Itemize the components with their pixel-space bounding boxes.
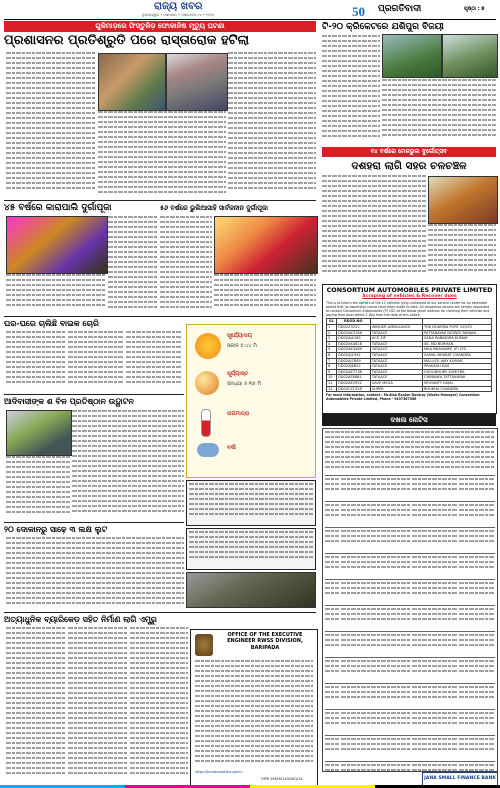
office-notice [190, 629, 318, 786]
notice-cell [459, 634, 495, 655]
ad-table-cell: TATAACE [370, 358, 422, 364]
thermometer-icon [201, 409, 211, 437]
adivasi-article-2 [6, 456, 70, 520]
notice-cell [412, 686, 457, 707]
ad-vehicle-table [326, 318, 492, 392]
notice-cell [412, 582, 457, 603]
ad-subtitle: Scraping of vehicles & Recover dues [362, 294, 457, 299]
notice-cell [341, 504, 410, 525]
ambulance-article [6, 627, 66, 784]
ad-table-cell: TATAACE [370, 364, 422, 370]
ambulance-article-3 [130, 627, 188, 784]
office-title: OFFICE OF THE EXECUTIVE ENGINEER RWSS DIVISION, BARIPADA [227, 632, 303, 651]
ad-table-cell: OD02AK4818 [336, 341, 370, 347]
ad-table-cell: OD02AK3469 [336, 347, 370, 353]
bhuliasahi-headline: ୫୬ ବର୍ଷରେ ଭୁଲିଆସାହି ସାର୍ବଜନୀନ ଦୁର୍ଗାପୂଜା [160, 204, 268, 212]
ad-table-cell: MAA BHAVANEE (P) LTD [422, 347, 491, 353]
ad-table-cell: 1 [327, 324, 337, 330]
notice-row [325, 735, 495, 761]
ad-table-cell: TATAACE [370, 347, 422, 353]
notice-cell [325, 556, 339, 577]
notice-cell [325, 634, 339, 655]
notice-cell [459, 764, 495, 772]
sunset-label: ସୂର୍ଯ୍ୟାସ୍ତ [227, 371, 249, 377]
page-label: ପୃଷ୍ଠା : ୭ [464, 6, 485, 12]
ad-table-cell: 8 [327, 364, 337, 370]
kartarapali-headline: ୪୫ ବର୍ଷରେ କାରାପାଲି ଦୁର୍ଗାପୂଜା [4, 203, 112, 213]
notice-cell [459, 738, 495, 759]
notice-row [325, 657, 495, 683]
ad-table-cell: SAMAL BHARAT CHANDRA [422, 352, 491, 358]
ad-table-cell: 10 [327, 375, 337, 381]
ad-table-cell: SAVE MEGA [370, 380, 422, 386]
bhuliasahi-photo [214, 216, 318, 274]
notice-cell [412, 530, 457, 551]
ad-table-header-cell: REGD.NO [336, 319, 370, 325]
ad-table-cell: 2 [327, 330, 337, 336]
gharbari-headline: ଘର-ଘରେ ଚାଲିଛି ବାଇକ ଚୋରି [4, 319, 99, 328]
masthead [0, 0, 500, 20]
lead-article-col-2 [228, 52, 316, 198]
notice-cell [325, 608, 339, 629]
lead-article-col-3 [98, 111, 226, 198]
notice-row [325, 475, 495, 501]
sun-icon [195, 333, 221, 359]
dukan-headline: ୨୦ ଦୋକାନରୁ ସାଢ଼େ ୩ ଲକ୍ଷ ଲୁଟ [4, 525, 108, 534]
masthead-rule [4, 19, 496, 20]
dukan-photo [186, 572, 316, 608]
ad-table-cell: SK. MD BURHAN [422, 341, 491, 347]
adivasi-article [72, 410, 184, 520]
ad-table-cell: 5 [327, 347, 337, 353]
notice-cell [412, 738, 457, 759]
ad-table-cell: OD02AE7738 [336, 369, 370, 375]
dussehra-article-2 [428, 224, 496, 280]
notice-cell [341, 634, 410, 655]
notice-table [325, 475, 495, 772]
office-url[interactable]: https://tendersodisha.gov.in [195, 770, 243, 774]
notice-cell [412, 712, 457, 733]
notice-row [325, 501, 495, 527]
govt-emblem-icon [195, 634, 213, 656]
notice-heading: ଦଖଲ ନୋଟିସ [390, 416, 428, 424]
ambulance-headline: ଅତ୍ୟାଧୁନିକ ବ୍ୟାରିକେଡ଼ ସହିତ ନିର୍ମାଣ ଲାଗି ଏମ୍ପ୍ରୁ [4, 615, 157, 624]
notice-cell [325, 764, 339, 772]
banner [4, 21, 316, 32]
notice-row [325, 761, 495, 772]
ambulance-article-2 [68, 627, 128, 784]
notice-cell [412, 478, 457, 499]
anniversary-number: 50 [352, 4, 365, 19]
notice-cell [459, 478, 495, 499]
notice-cell [341, 556, 410, 577]
ad-table-cell: TATAACE [370, 330, 422, 336]
notice-heading-bar [322, 414, 496, 426]
row2-rule [4, 200, 316, 201]
notice-row [325, 631, 495, 657]
lead-photo-1 [98, 53, 166, 111]
row6-rule [4, 612, 316, 613]
ad-table-cell: 4 [327, 341, 337, 347]
notice-cell [325, 582, 339, 603]
notice-cell [325, 478, 339, 499]
lead-photo-2 [166, 53, 228, 111]
notice-cell [459, 582, 495, 603]
cricket-article [322, 35, 380, 145]
ad-table-cell: 11 [327, 380, 337, 386]
ad-table-cell: OD02AJ6622 [336, 364, 370, 370]
notice-cell [412, 608, 457, 629]
dukan-article [6, 537, 184, 611]
row5-rule [4, 522, 184, 523]
ad-table-cell: OD02AE2922 [336, 380, 370, 386]
ad-company: CONSORTIUM AUTOMOBILES PRIVATE LIMITED [326, 286, 493, 294]
sunrise-time: ସକାଳ ୫:୪୪ ମି [227, 343, 257, 349]
ad-table-cell: THE DHARMA PORT GOLTO [422, 324, 491, 330]
gharbari-article-2 [68, 331, 124, 391]
ad-table-cell: OD02CY1316 [336, 386, 370, 392]
lead-headline: ପ୍ରଶାସନର ପ୍ରତିଶ୍ରୁତି ପରେ ରାସ୍ତାରୋକ ହଟିଲା [4, 33, 250, 48]
notice-row [325, 579, 495, 605]
bank-name: JANA SMALL FINANCE BANK [424, 776, 496, 781]
notice-row [325, 683, 495, 709]
notice-cell [412, 504, 457, 525]
ad-table-row [327, 386, 492, 392]
temperature-label: ତାପମାତ୍ରା [227, 411, 250, 417]
cricket-photo [382, 34, 442, 78]
notice-row [325, 527, 495, 553]
kartarapali-photo [6, 216, 108, 274]
moon-icon [195, 371, 219, 395]
ad-table-cell: WINGER AMBULANCE [370, 324, 422, 330]
ad-table-header-cell: SL [327, 319, 337, 325]
sunrise-label: ସୂର୍ଯ୍ୟୋଦୟ [227, 333, 252, 339]
notice-cell [459, 608, 495, 629]
rain-label: ବର୍ଷା [227, 445, 237, 451]
tender-box [186, 480, 316, 526]
ad-table-cell: PRAKASH DAS [422, 364, 491, 370]
ad-table-cell: MOHANTY KAJAL [422, 380, 491, 386]
notice-cell [341, 738, 410, 759]
notice-cell [412, 660, 457, 681]
ad-table-cell: 9 [327, 369, 337, 375]
notice-cell [325, 660, 339, 681]
row4-rule [4, 394, 184, 395]
ad-table-cell: OD02Z3252 [336, 324, 370, 330]
fest-headline: ୧୪ ବର୍ଷରେ ମେଳଭୁଲ ଦୁର୍ଗୋତ୍ସବ [370, 148, 448, 155]
cricket-headline: ଟି-୨୦ କ୍ରିକେଟରେ ଯଶିପୁର ବିଜୟୀ [322, 22, 444, 32]
ad-table-row [327, 324, 492, 330]
ad-table-cell: MALLICK AJAY KUMAR [422, 358, 491, 364]
notice-cell [341, 478, 410, 499]
notice-cell [459, 504, 495, 525]
lead-article-col-1 [6, 52, 96, 198]
ad-table-cell: TATAACE [370, 352, 422, 358]
notice-cell [412, 634, 457, 655]
fest-bar [322, 147, 496, 157]
notice-cell [341, 686, 410, 707]
dateline: ଭୁବନେଶ୍ୱର • ସୋମବାର • ଅକ୍ଟୋବର ୧୪ • ୨୦୨୪ [142, 13, 215, 17]
ad-table-cell: TATAACE [370, 369, 422, 375]
consortium-ad [322, 284, 497, 414]
notice-cell [459, 686, 495, 707]
notice-cell [325, 738, 339, 759]
ad-table-cell: PATTANAYAK DIGPATI RANJAN [422, 330, 491, 336]
dussehra-article [322, 175, 426, 280]
kartarapali-article [108, 216, 158, 314]
notice-cell [325, 686, 339, 707]
ad-table-cell: 3 [327, 336, 337, 342]
ad-table-cell: 12 [327, 386, 337, 392]
notice-cell [341, 712, 410, 733]
adivasi-photo [6, 410, 72, 456]
notice-cell [341, 660, 410, 681]
ad-table-cell: OD02AJ7849 [336, 358, 370, 364]
ad-footer: For more information, contact : Mr.Alok Ranjan Routray (Works Manager) Consortium Automobiles Private Limited, Phone - 9437367586 [326, 393, 480, 402]
notice-row [325, 709, 495, 735]
ad-table-cell: OD02AJ1942 [336, 352, 370, 358]
banner-text: ଗୁଳିମାଡ଼ରେ ଫିସ୍ତୁଳିଡ଼ ଫୋକାନିଷ ମୃତ୍ୟୁ ଘଟଣା [95, 22, 225, 30]
notice-cell [459, 530, 495, 551]
dussehra-headline: ଦଶହରା ଲାଗି ସହର ଚଳଚଞ୍ଚଳ [351, 160, 467, 172]
office-ref: OIPR 29816/1100001/24 [261, 777, 303, 781]
ad-table-cell: 7 [327, 358, 337, 364]
ad-table-cell: CHINNAYA TATTANAYAK [422, 375, 491, 381]
notice-cell [412, 556, 457, 577]
ad-table-cell: TATAACE [370, 341, 422, 347]
adivasi-headline: ଆଦିବାସୀଙ୍କ ଶ ବିଳ ପ୍ରତିଷ୍ଠାନ ଉଦ୍ଘାଟନ [4, 397, 134, 406]
ad-table-cell: 6 [327, 352, 337, 358]
notice-cell [341, 764, 410, 772]
rain-icon [197, 443, 219, 457]
notice-cell [325, 530, 339, 551]
anniversary-logo [352, 1, 374, 19]
ad-body: This is to inform the owners of the 12 vehicles lying unclaimed at our service center for an extended period that no ownership claims have been made to date. All respective owners are hereby requested to contact Consortium Automobiles (P) LTD, at the below given address for claiming their vehicles and paying their dues within 1 Day from the date of this notice. [326, 301, 490, 318]
tender-box-2 [186, 528, 316, 570]
gharbari-article-3 [126, 331, 182, 391]
notice-cell [325, 504, 339, 525]
notice-body [322, 428, 498, 772]
ad-table-cell: SUPER [370, 386, 422, 392]
dussehra-photo [428, 176, 498, 224]
ad-table-cell: OD02AJ4185 [336, 336, 370, 342]
notice-row [325, 605, 495, 631]
ad-table-cell: OD02AK3766 [336, 330, 370, 336]
notice-cell [459, 556, 495, 577]
notice-row [325, 553, 495, 579]
notice-cell [341, 530, 410, 551]
bhuliasahi-article-2 [214, 274, 316, 314]
ad-table-cell: ACE ZIP [370, 336, 422, 342]
cricket-photo-2 [442, 34, 498, 78]
gharbari-article [6, 331, 66, 391]
notice-cell [412, 764, 457, 772]
kartarapali-article-2 [6, 274, 106, 314]
bhuliasahi-article [160, 216, 212, 314]
section-title: ରାଜ୍ୟ ଖବର [154, 1, 203, 12]
ad-table-cell: SANA RABINDRA KUMAR [422, 336, 491, 342]
bank-footer [422, 772, 498, 786]
cricket-article-2 [382, 79, 496, 145]
notice-cell [325, 712, 339, 733]
row3-rule [4, 316, 316, 317]
paper-name: ପ୍ରଗତିବାଦୀ [378, 4, 422, 14]
notice-cell [459, 712, 495, 733]
sunset-time: ସନ୍ଧ୍ୟା ୫:୩୫ ମି [227, 381, 262, 387]
notice-cell [341, 582, 410, 603]
ad-table-cell: OD02AF8881 [336, 375, 370, 381]
notice-cell [341, 608, 410, 629]
ad-table-cell: BHUKHA CHANDRA [422, 386, 491, 392]
ad-table-cell: TATAACE [370, 375, 422, 381]
notice-cell [459, 660, 495, 681]
ad-table-cell: CHOUDHURY SUMITRA [422, 369, 491, 375]
